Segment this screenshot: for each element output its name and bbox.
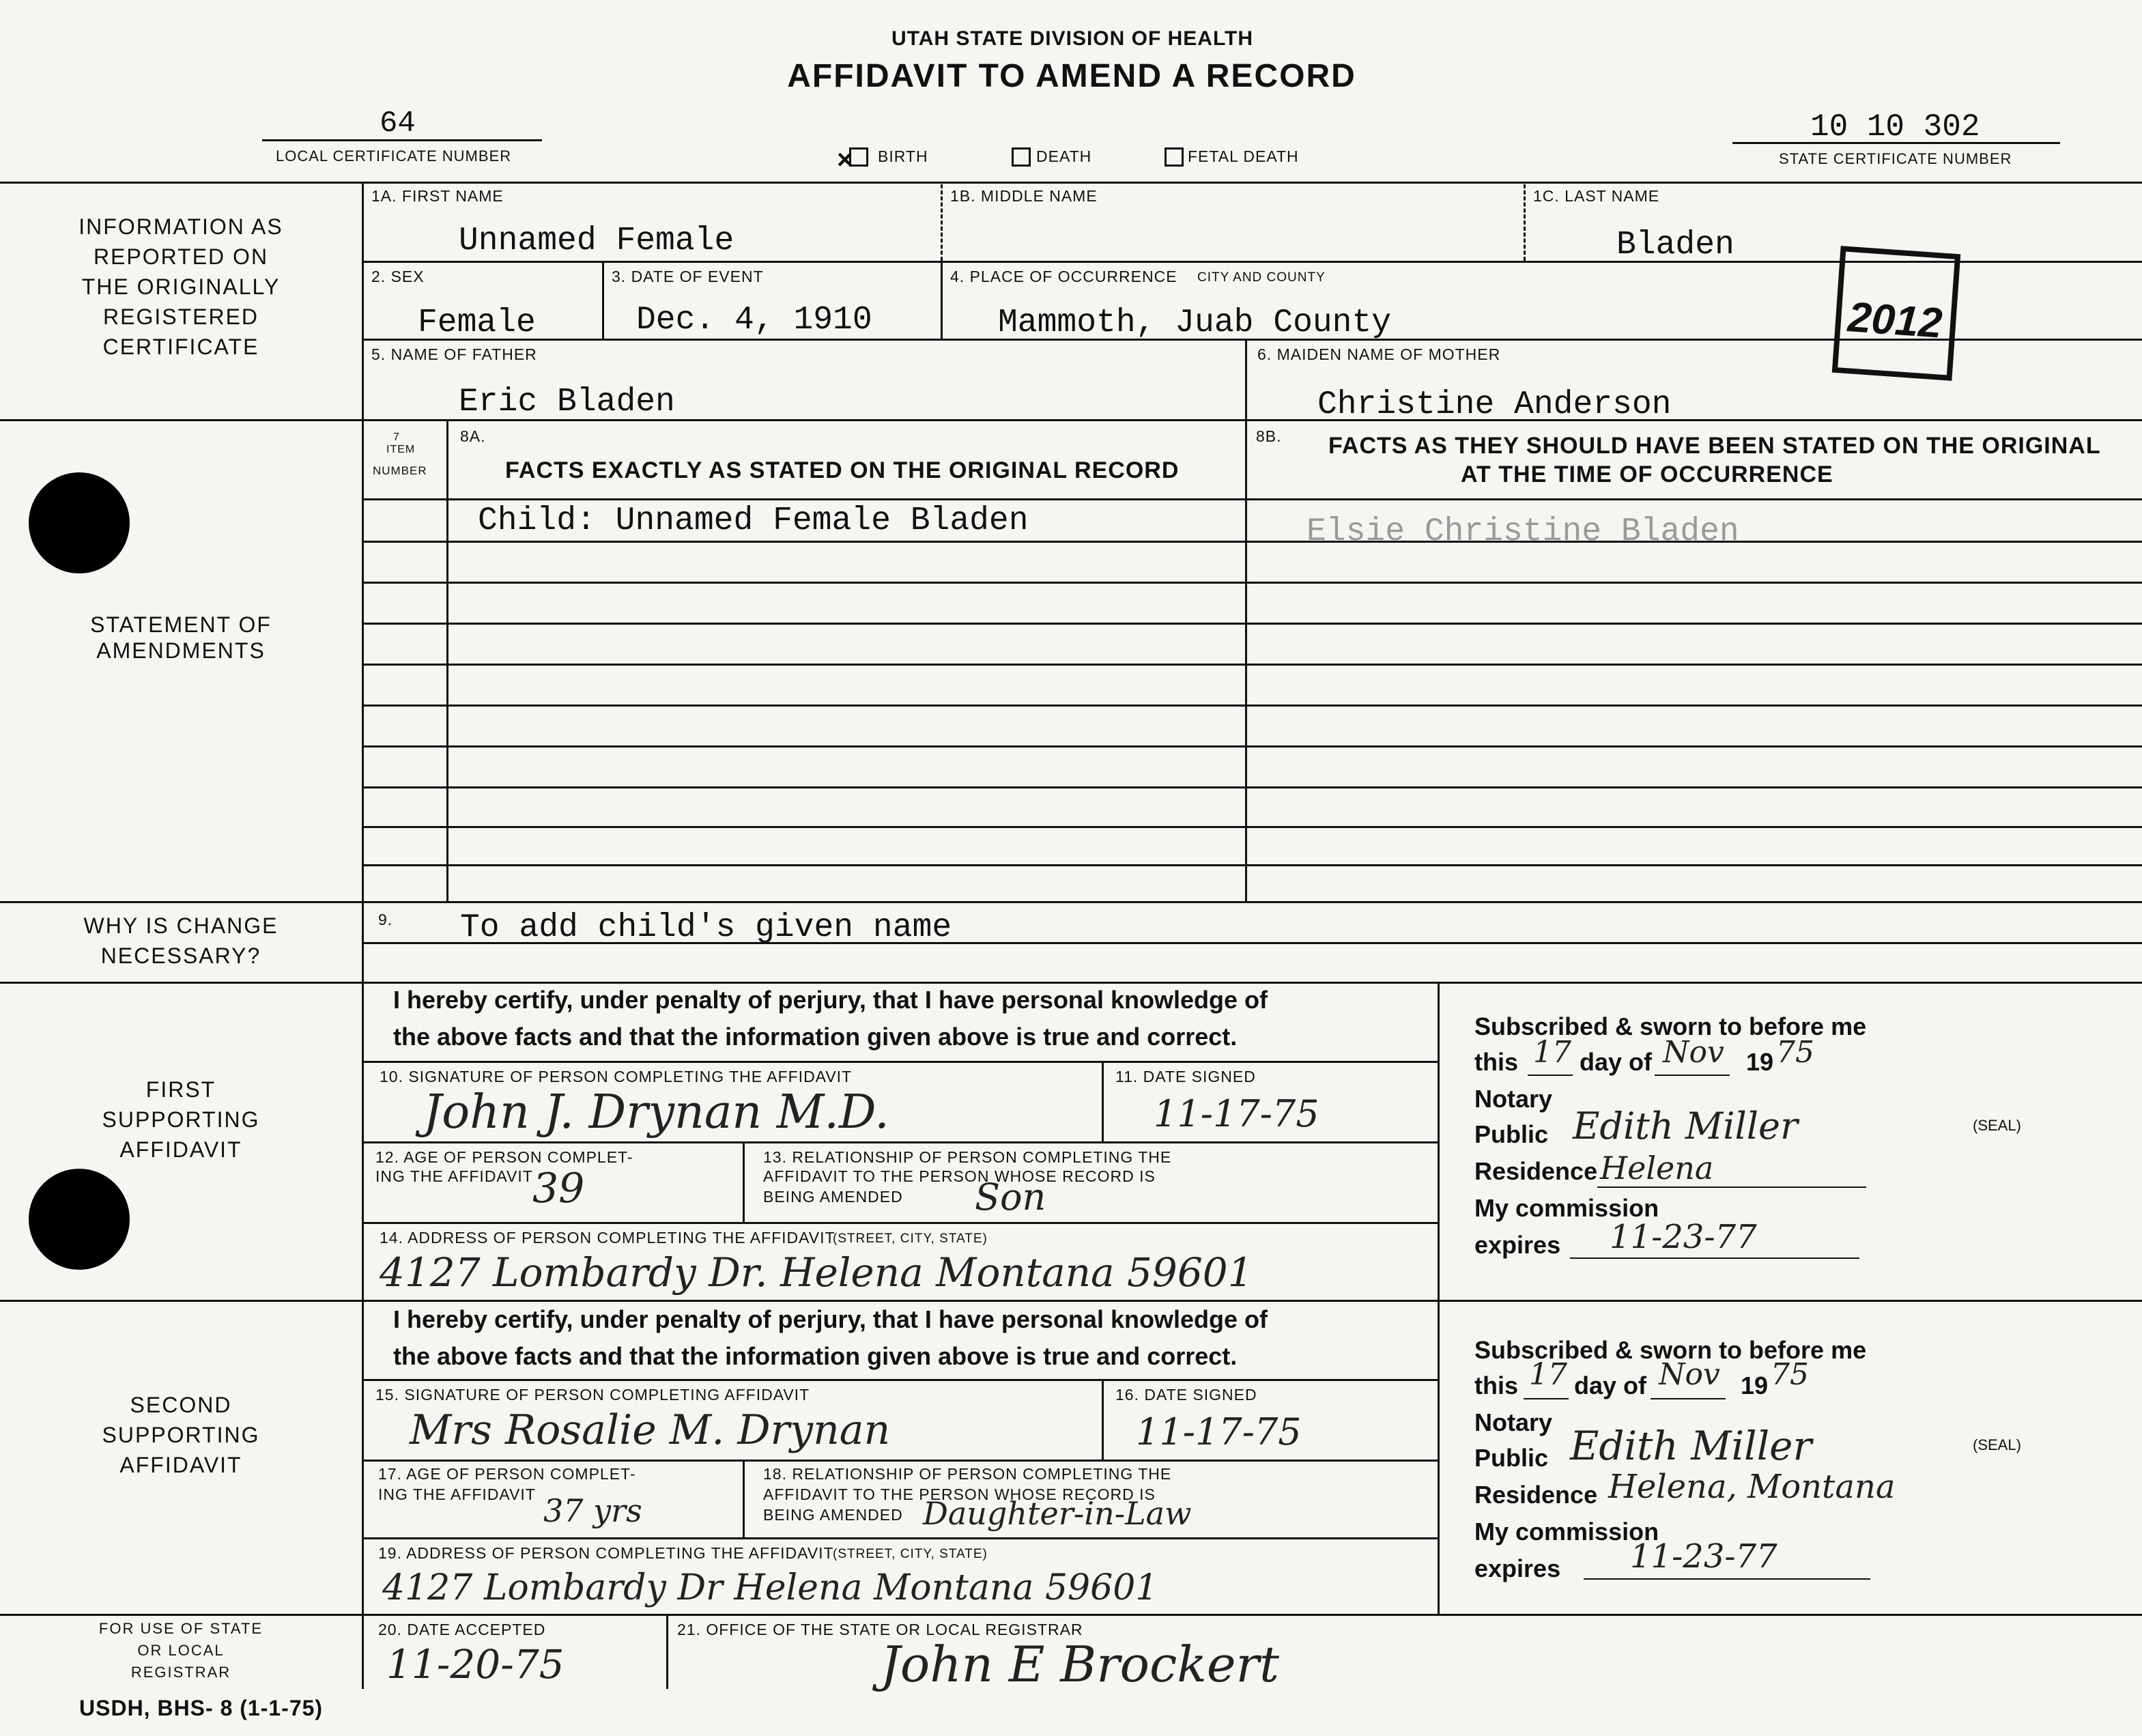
n1-month[interactable]: Nov <box>1663 1035 1724 1070</box>
item-number-label: NUMBER <box>373 464 427 477</box>
item-9-label: 9. <box>378 911 393 928</box>
death-checkbox[interactable] <box>1012 147 1031 167</box>
city-county-label: CITY AND COUNTY <box>1197 270 1326 285</box>
addr14-label: 14. ADDRESS OF PERSON COMPLETING THE AFFIDAVIT <box>380 1229 836 1247</box>
addr14-value[interactable]: 4127 Lombardy Dr. Helena Montana 59601 <box>380 1249 1253 1296</box>
n2-century: 19 <box>1741 1371 1769 1399</box>
col-8b-title-line2: AT THE TIME OF OCCURRENCE <box>1461 461 1833 487</box>
n1-day-of: day of <box>1580 1048 1653 1076</box>
rel18-value[interactable]: Daughter-in-Law <box>923 1495 1192 1532</box>
n1-sworn: Subscribed & sworn to before me <box>1474 1012 1867 1040</box>
n2-day[interactable]: 17 <box>1529 1357 1567 1392</box>
n1-public-value[interactable]: Edith Miller <box>1573 1105 1798 1148</box>
stamp-number: 2012 <box>1846 294 1944 347</box>
n1-residence: Residence <box>1474 1157 1598 1185</box>
first-name-label: 1A. FIRST NAME <box>371 187 504 205</box>
n2-month[interactable]: Nov <box>1659 1357 1720 1392</box>
date20-value[interactable]: 11-20-75 <box>386 1641 565 1688</box>
n2-public: Public <box>1474 1444 1549 1472</box>
sig10-label: 10. SIGNATURE OF PERSON COMPLETING THE AFFIDAVIT <box>380 1068 853 1085</box>
n1-seal: (SEAL) <box>1973 1117 2021 1134</box>
n1-expires: expires <box>1474 1231 1561 1259</box>
n1-notary: Notary <box>1474 1085 1553 1113</box>
mother-value[interactable]: Christine Anderson <box>1317 386 1672 423</box>
n1-commission: My commission <box>1474 1194 1659 1222</box>
rel13-label-1: 13. RELATIONSHIP OF PERSON COMPLETING THE <box>763 1148 1172 1166</box>
addr19-label: 19. ADDRESS OF PERSON COMPLETING THE AFFIDAVIT <box>378 1544 834 1562</box>
col-8a-number: 8A. <box>460 427 486 445</box>
age17-value[interactable]: 37 yrs <box>543 1492 642 1529</box>
registrar-signature[interactable]: John E Brockert <box>881 1636 1279 1693</box>
local-cert-label: LOCAL CERTIFICATE NUMBER <box>276 147 512 165</box>
addr14-street-label: (STREET, CITY, STATE) <box>833 1232 988 1246</box>
rel18-label-1: 18. RELATIONSHIP OF PERSON COMPLETING THE <box>763 1465 1172 1483</box>
n2-day-of: day of <box>1574 1371 1647 1399</box>
rel13-value[interactable]: Son <box>975 1176 1046 1219</box>
certify-line1-a: I hereby certify, under penalty of perjury, that I have personal knowledge of <box>393 986 1268 1014</box>
last-name-label: 1C. LAST NAME <box>1533 187 1660 205</box>
n1-century: 19 <box>1746 1048 1774 1076</box>
date-event-label: 3. DATE OF EVENT <box>612 268 764 285</box>
addr19-street-label: (STREET, CITY, STATE) <box>833 1547 988 1561</box>
age12-label-1: 12. AGE OF PERSON COMPLET- <box>375 1148 633 1166</box>
birth-check-mark: × <box>837 145 853 175</box>
sex-label: 2. SEX <box>371 268 425 285</box>
mother-label: 6. MAIDEN NAME OF MOTHER <box>1257 345 1501 363</box>
n2-expires-value[interactable]: 11-23-77 <box>1630 1537 1777 1576</box>
form-title: AFFIDAVIT TO AMEND A RECORD <box>787 58 1356 94</box>
n1-public: Public <box>1474 1120 1549 1148</box>
fact-original-value[interactable]: Child: Unnamed Female Bladen <box>478 502 1029 539</box>
certify-line2-b: the above facts and that the information given above is true and correct. <box>393 1342 1238 1370</box>
first-name-value[interactable]: Unnamed Female <box>459 223 734 259</box>
date20-label: 20. DATE ACCEPTED <box>378 1621 546 1638</box>
n2-residence-value[interactable]: Helena, Montana <box>1608 1468 1896 1506</box>
addr19-value[interactable]: 4127 Lombardy Dr Helena Montana 59601 <box>382 1567 1158 1608</box>
section-first-affidavit-label: FIRST SUPPORTING AFFIDAVIT <box>102 1077 260 1162</box>
form-number: USDH, BHS- 8 (1-1-75) <box>79 1696 324 1720</box>
fact-corrected-value[interactable]: Elsie Christine Bladen <box>1306 513 1739 550</box>
col-8a-title: FACTS EXACTLY AS STATED ON THE ORIGINAL RECORD <box>505 457 1180 483</box>
n2-year[interactable]: 75 <box>1771 1357 1809 1392</box>
n2-notary: Notary <box>1474 1408 1553 1436</box>
n2-seal: (SEAL) <box>1973 1436 2021 1453</box>
fetal-death-label: FETAL DEATH <box>1188 147 1299 165</box>
n2-expires: expires <box>1474 1554 1561 1582</box>
sig10-value[interactable]: John J. Drynan M.D. <box>423 1085 889 1139</box>
col-8b-title-line1: FACTS AS THEY SHOULD HAVE BEEN STATED ON THE ORIGINAL <box>1328 433 2101 459</box>
office21-label: 21. OFFICE OF THE STATE OR LOCAL REGISTRAR <box>677 1621 1083 1638</box>
n2-sworn: Subscribed & sworn to before me <box>1474 1336 1867 1364</box>
place-label: 4. PLACE OF OCCURRENCE <box>950 268 1177 285</box>
reason-value[interactable]: To add child's given name <box>460 909 952 946</box>
n2-commission: My commission <box>1474 1518 1659 1546</box>
n2-this: this <box>1474 1371 1519 1399</box>
father-value[interactable]: Eric Bladen <box>459 384 675 421</box>
item-word: ITEM <box>386 444 416 455</box>
punch-hole-top <box>29 472 130 573</box>
n2-residence: Residence <box>1474 1481 1598 1509</box>
state-cert-number: 10 10 302 <box>1810 109 1980 145</box>
n1-residence-value[interactable]: Helena <box>1600 1150 1714 1186</box>
local-cert-number: 64 <box>380 106 416 141</box>
age17-label-1: 17. AGE OF PERSON COMPLET- <box>378 1465 636 1483</box>
age12-label-2: ING THE AFFIDAVIT <box>375 1167 533 1185</box>
section-amendments-label: STATEMENT OF AMENDMENTS <box>90 612 272 663</box>
section-second-affidavit-label: SECOND SUPPORTING AFFIDAVIT <box>102 1393 260 1477</box>
n1-expires-value[interactable]: 11-23-77 <box>1610 1218 1757 1256</box>
section-why-label: WHY IS CHANGE NECESSARY? <box>83 913 279 968</box>
father-label: 5. NAME OF FATHER <box>371 345 537 363</box>
date11-value[interactable]: 11-17-75 <box>1154 1092 1319 1135</box>
rel13-label-3: BEING AMENDED <box>763 1188 903 1206</box>
section-registrar-label: FOR USE OF STATE OR LOCAL REGISTRAR <box>98 1620 263 1681</box>
n1-year[interactable]: 75 <box>1776 1035 1814 1070</box>
rel18-label-2: AFFIDAVIT TO THE PERSON WHOSE RECORD IS <box>763 1485 1156 1503</box>
age12-value[interactable]: 39 <box>532 1165 585 1212</box>
sig15-label: 15. SIGNATURE OF PERSON COMPLETING AFFIDAVIT <box>375 1386 810 1404</box>
certify-line2-a: the above facts and that the information given above is true and correct. <box>393 1023 1238 1051</box>
place-value[interactable]: Mammoth, Juab County <box>998 304 1392 341</box>
date11-label: 11. DATE SIGNED <box>1115 1068 1256 1085</box>
n1-day[interactable]: 17 <box>1533 1035 1571 1070</box>
agency-name: UTAH STATE DIVISION OF HEALTH <box>891 27 1254 50</box>
rel13-label-2: AFFIDAVIT TO THE PERSON WHOSE RECORD IS <box>763 1167 1156 1185</box>
date-event-value[interactable]: Dec. 4, 1910 <box>636 302 872 339</box>
sig15-value[interactable]: Mrs Rosalie M. Drynan <box>410 1406 891 1454</box>
punch-hole-bottom <box>29 1169 130 1270</box>
date16-label: 16. DATE SIGNED <box>1115 1386 1257 1404</box>
middle-name-label: 1B. MIDDLE NAME <box>950 187 1098 205</box>
col-8b-number: 8B. <box>1256 427 1282 445</box>
death-label: DEATH <box>1036 147 1092 165</box>
age17-label-2: ING THE AFFIDAVIT <box>378 1485 536 1503</box>
registration-stamp <box>1832 246 1961 381</box>
n1-this: this <box>1474 1048 1519 1076</box>
fetal-death-checkbox[interactable] <box>1165 147 1184 167</box>
item-number-digit: 7 <box>393 431 400 443</box>
certify-line1-b: I hereby certify, under penalty of perjury, that I have personal knowledge of <box>393 1305 1268 1333</box>
last-name-value[interactable]: Bladen <box>1616 227 1734 264</box>
state-cert-label: STATE CERTIFICATE NUMBER <box>1779 150 2012 167</box>
section-info-label: INFORMATION AS REPORTED ON THE ORIGINALLY REGISTERED CERTIFICATE <box>78 214 283 359</box>
birth-label: BIRTH <box>878 147 928 165</box>
rel18-label-3: BEING AMENDED <box>763 1506 903 1524</box>
sex-value[interactable]: Female <box>418 304 536 341</box>
date16-value[interactable]: 11-17-75 <box>1136 1410 1302 1453</box>
n2-public-value[interactable]: Edith Miller <box>1570 1423 1812 1469</box>
